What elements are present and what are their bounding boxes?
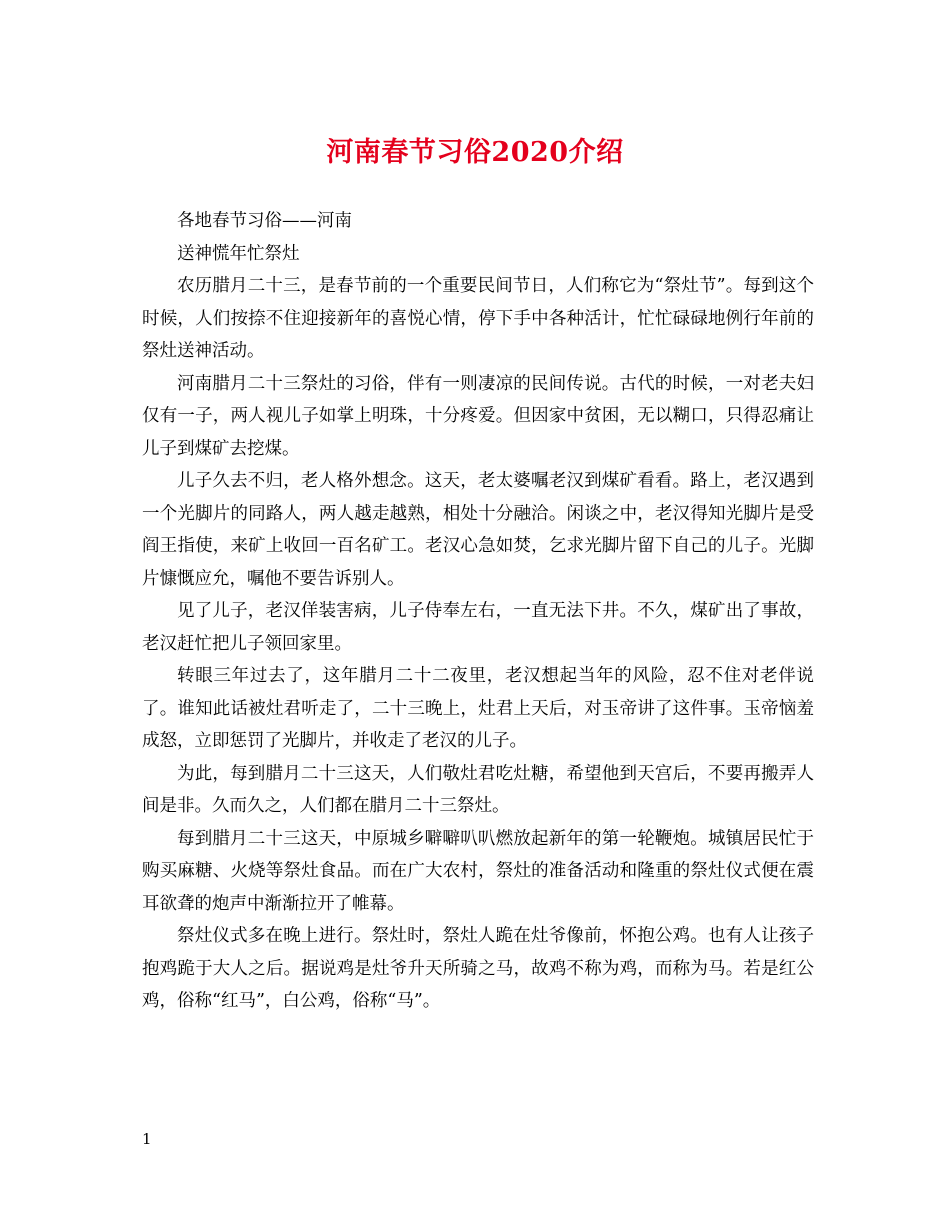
paragraph: 见了儿子，老汉佯装害病，儿子侍奉左右，一直无法下井。不久，煤矿出了事故，老汉赶忙把儿子领回家里。	[142, 601, 814, 654]
paragraph: 为此，每到腊月二十三这天，人们敬灶君吃灶糖，希望他到天宫后，不要再搬弄人间是非。久而久之，人们都在腊月二十三祭灶。	[142, 763, 814, 816]
section-heading: 各地春节习俗——河南	[177, 211, 352, 231]
page-number: 1	[142, 1130, 152, 1148]
paragraph: 农历腊月二十三，是春节前的一个重要民间节日，人们称它为“祭灶节”。每到这个时候，人们按捺不住迎接新年的喜悦心情，停下手中各种活计，忙忙碌碌地例行年前的祭灶送神活动。	[142, 276, 814, 361]
paragraph: 祭灶仪式多在晚上进行。祭灶时，祭灶人跪在灶爷像前，怀抱公鸡。也有人让孩子抱鸡跪于大人之后。据说鸡是灶爷升天所骑之马，故鸡不称为鸡，而称为马。若是红公鸡，俗称“红马”，白公鸡，俗称“马”。	[142, 926, 814, 1011]
subheading: 送神慌年忙祭灶	[177, 243, 300, 264]
paragraph: 每到腊月二十三这天，中原城乡噼噼叭叭燃放起新年的第一轮鞭炮。城镇居民忙于购买麻糖、火烧等祭灶食品。而在广大农村，祭灶的准备活动和隆重的祭灶仪式便在震耳欲聋的炮声中渐渐拉开了帷幕。	[142, 828, 814, 914]
paragraph: 转眼三年过去了，这年腊月二十二夜里，老汉想起当年的风险，忍不住对老伴说了。谁知此话被灶君听走了，二十三晚上，灶君上天后，对玉帝讲了这件事。玉帝恼羞成怒，立即惩罚了光脚片，并收走了老汉的儿子。	[142, 666, 814, 751]
document-body	[142, 205, 814, 1018]
document-title: 河南春节习俗2020介绍	[326, 137, 624, 168]
paragraph: 儿子久去不归，老人格外想念。这天，老太婆嘱老汉到煤矿看看。路上，老汉遇到一个光脚片的同路人，两人越走越熟，相处十分融洽。闲谈之中，老汉得知光脚片是受阎王指使，来矿上收回一百名矿工。老汉心急如焚，乞求光脚片留下自己的儿子。光脚片慷慨应允，嘱他不要告诉别人。	[142, 471, 814, 589]
paragraph: 河南腊月二十三祭灶的习俗，伴有一则凄凉的民间传说。古代的时候，一对老夫妇仅有一子，两人视儿子如掌上明珠，十分疼爱。但因家中贫困，无以糊口，只得忍痛让儿子到煤矿去挖煤。	[142, 373, 814, 459]
